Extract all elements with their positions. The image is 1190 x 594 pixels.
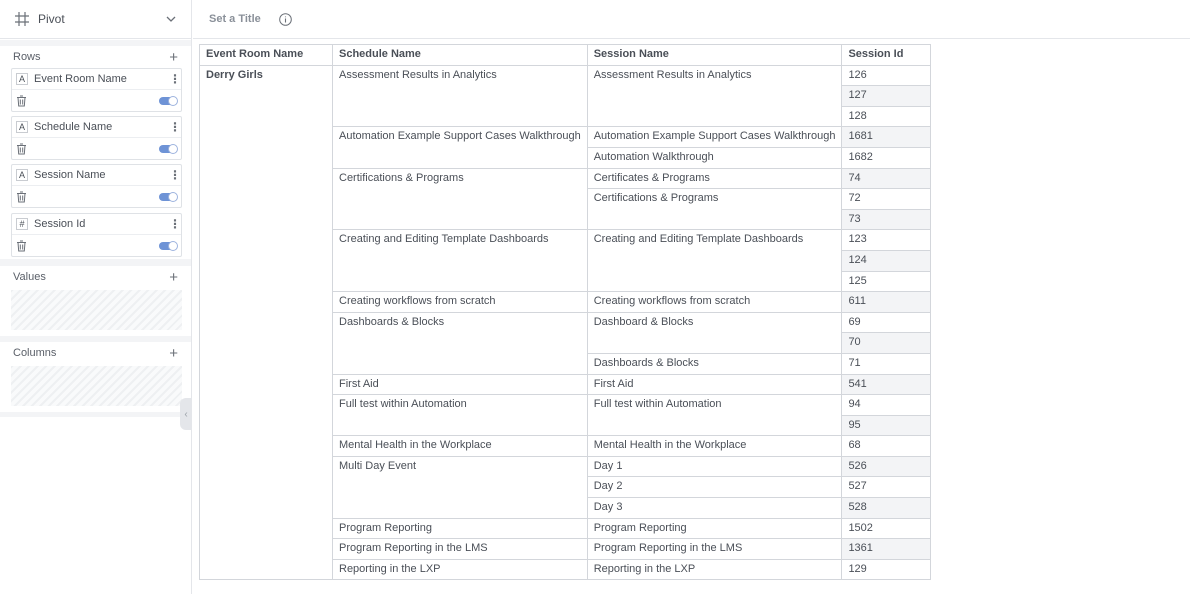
session-name-cell: Dashboards & Blocks bbox=[587, 353, 842, 374]
session-name-cell: Certificates & Programs bbox=[587, 168, 842, 189]
header-schedule-name[interactable]: Schedule Name bbox=[333, 45, 588, 66]
header-event-room-name[interactable]: Event Room Name bbox=[200, 45, 333, 66]
session-name-cell: Creating workflows from scratch bbox=[587, 292, 842, 313]
session-name-cell: Program Reporting bbox=[587, 518, 842, 539]
chevron-down-icon[interactable] bbox=[165, 13, 177, 25]
field-toggle[interactable] bbox=[159, 145, 177, 153]
values-section bbox=[0, 266, 191, 336]
field-toggle[interactable] bbox=[159, 242, 177, 250]
session-id-cell: 123 bbox=[842, 230, 931, 251]
pivot-header[interactable] bbox=[0, 0, 191, 39]
schedule-name-cell: Certifications & Programs bbox=[333, 168, 588, 230]
session-id-cell: 68 bbox=[842, 436, 931, 457]
text-type-icon: A bbox=[16, 121, 28, 133]
session-id-cell: 611 bbox=[842, 292, 931, 313]
session-name-cell: Reporting in the LXP bbox=[587, 559, 842, 580]
schedule-name-cell: Automation Example Support Cases Walkthrough bbox=[333, 127, 588, 168]
session-name-cell: Automation Walkthrough bbox=[587, 147, 842, 168]
columns-drop-zone[interactable] bbox=[11, 366, 182, 406]
field-name: Session Name bbox=[34, 169, 106, 181]
schedule-name-cell: Creating and Editing Template Dashboards bbox=[333, 230, 588, 292]
columns-section bbox=[0, 342, 191, 412]
session-id-cell: 71 bbox=[842, 353, 931, 374]
session-id-cell: 528 bbox=[842, 498, 931, 519]
schedule-name-cell: Creating workflows from scratch bbox=[333, 292, 588, 313]
session-id-cell: 1682 bbox=[842, 147, 931, 168]
schedule-name-cell: Program Reporting in the LMS bbox=[333, 539, 588, 560]
session-id-cell: 128 bbox=[842, 106, 931, 127]
field-name: Schedule Name bbox=[34, 121, 113, 133]
table-header-row bbox=[200, 45, 931, 66]
session-id-cell: 1502 bbox=[842, 518, 931, 539]
session-id-cell: 127 bbox=[842, 86, 931, 107]
pivot-sidebar bbox=[0, 0, 192, 594]
session-name-cell: Day 1 bbox=[587, 456, 842, 477]
row-field-session-id[interactable] bbox=[11, 213, 182, 257]
session-name-cell: Day 3 bbox=[587, 498, 842, 519]
pivot-grid-icon bbox=[14, 11, 30, 27]
row-field-session-name[interactable] bbox=[11, 164, 182, 208]
add-value-button[interactable]: + bbox=[169, 268, 178, 286]
columns-label: Columns bbox=[13, 347, 57, 359]
session-id-cell: 126 bbox=[842, 65, 931, 86]
more-options-icon[interactable]: ⋮ bbox=[169, 120, 181, 134]
set-title-input[interactable]: Set a Title bbox=[209, 13, 261, 25]
pivot-title: Pivot bbox=[38, 12, 65, 26]
field-name: Session Id bbox=[34, 218, 86, 230]
collapse-sidebar-handle[interactable]: ‹ bbox=[180, 398, 192, 430]
pivot-table bbox=[199, 44, 931, 580]
session-name-cell: Program Reporting in the LMS bbox=[587, 539, 842, 560]
table-row bbox=[200, 65, 931, 86]
number-type-icon: # bbox=[16, 218, 28, 230]
title-bar bbox=[193, 0, 1190, 39]
values-drop-zone[interactable] bbox=[11, 290, 182, 330]
session-id-cell: 541 bbox=[842, 374, 931, 395]
more-options-icon[interactable]: ⋮ bbox=[169, 217, 181, 231]
session-id-cell: 94 bbox=[842, 395, 931, 416]
schedule-name-cell: Assessment Results in Analytics bbox=[333, 65, 588, 127]
field-name: Event Room Name bbox=[34, 73, 127, 85]
trash-icon[interactable] bbox=[16, 95, 27, 107]
session-id-cell: 527 bbox=[842, 477, 931, 498]
session-name-cell: Certifications & Programs bbox=[587, 189, 842, 230]
sidebar-empty-area bbox=[0, 417, 191, 594]
more-options-icon[interactable]: ⋮ bbox=[169, 72, 181, 86]
row-field-event-room-name[interactable] bbox=[11, 68, 182, 112]
trash-icon[interactable] bbox=[16, 191, 27, 203]
session-id-cell: 125 bbox=[842, 271, 931, 292]
session-id-cell: 72 bbox=[842, 189, 931, 210]
session-name-cell: Assessment Results in Analytics bbox=[587, 65, 842, 127]
schedule-name-cell: First Aid bbox=[333, 374, 588, 395]
info-icon[interactable] bbox=[279, 13, 292, 26]
session-id-cell: 74 bbox=[842, 168, 931, 189]
session-name-cell: Full test within Automation bbox=[587, 395, 842, 436]
values-label: Values bbox=[13, 271, 46, 283]
header-session-id[interactable]: Session Id bbox=[842, 45, 931, 66]
event-room-cell: Derry Girls bbox=[200, 65, 333, 580]
field-toggle[interactable] bbox=[159, 193, 177, 201]
session-id-cell: 129 bbox=[842, 559, 931, 580]
schedule-name-cell: Program Reporting bbox=[333, 518, 588, 539]
session-id-cell: 1681 bbox=[842, 127, 931, 148]
session-id-cell: 1361 bbox=[842, 539, 931, 560]
session-name-cell: Day 2 bbox=[587, 477, 842, 498]
header-session-name[interactable]: Session Name bbox=[587, 45, 842, 66]
add-column-button[interactable]: + bbox=[169, 344, 178, 362]
schedule-name-cell: Full test within Automation bbox=[333, 395, 588, 436]
trash-icon[interactable] bbox=[16, 240, 27, 252]
session-name-cell: Mental Health in the Workplace bbox=[587, 436, 842, 457]
rows-section bbox=[0, 46, 191, 259]
session-id-cell: 124 bbox=[842, 250, 931, 271]
session-id-cell: 69 bbox=[842, 312, 931, 333]
row-field-schedule-name[interactable] bbox=[11, 116, 182, 160]
more-options-icon[interactable]: ⋮ bbox=[169, 168, 181, 182]
schedule-name-cell: Multi Day Event bbox=[333, 456, 588, 518]
session-id-cell: 95 bbox=[842, 415, 931, 436]
session-name-cell: First Aid bbox=[587, 374, 842, 395]
session-id-cell: 73 bbox=[842, 209, 931, 230]
session-name-cell: Creating and Editing Template Dashboards bbox=[587, 230, 842, 292]
schedule-name-cell: Dashboards & Blocks bbox=[333, 312, 588, 374]
text-type-icon: A bbox=[16, 73, 28, 85]
add-row-button[interactable]: + bbox=[169, 48, 178, 66]
schedule-name-cell: Reporting in the LXP bbox=[333, 559, 588, 580]
session-name-cell: Automation Example Support Cases Walkthrough bbox=[587, 127, 842, 148]
session-id-cell: 526 bbox=[842, 456, 931, 477]
rows-label: Rows bbox=[13, 51, 41, 63]
schedule-name-cell: Mental Health in the Workplace bbox=[333, 436, 588, 457]
field-toggle[interactable] bbox=[159, 97, 177, 105]
text-type-icon: A bbox=[16, 169, 28, 181]
trash-icon[interactable] bbox=[16, 143, 27, 155]
session-name-cell: Dashboard & Blocks bbox=[587, 312, 842, 353]
session-id-cell: 70 bbox=[842, 333, 931, 354]
